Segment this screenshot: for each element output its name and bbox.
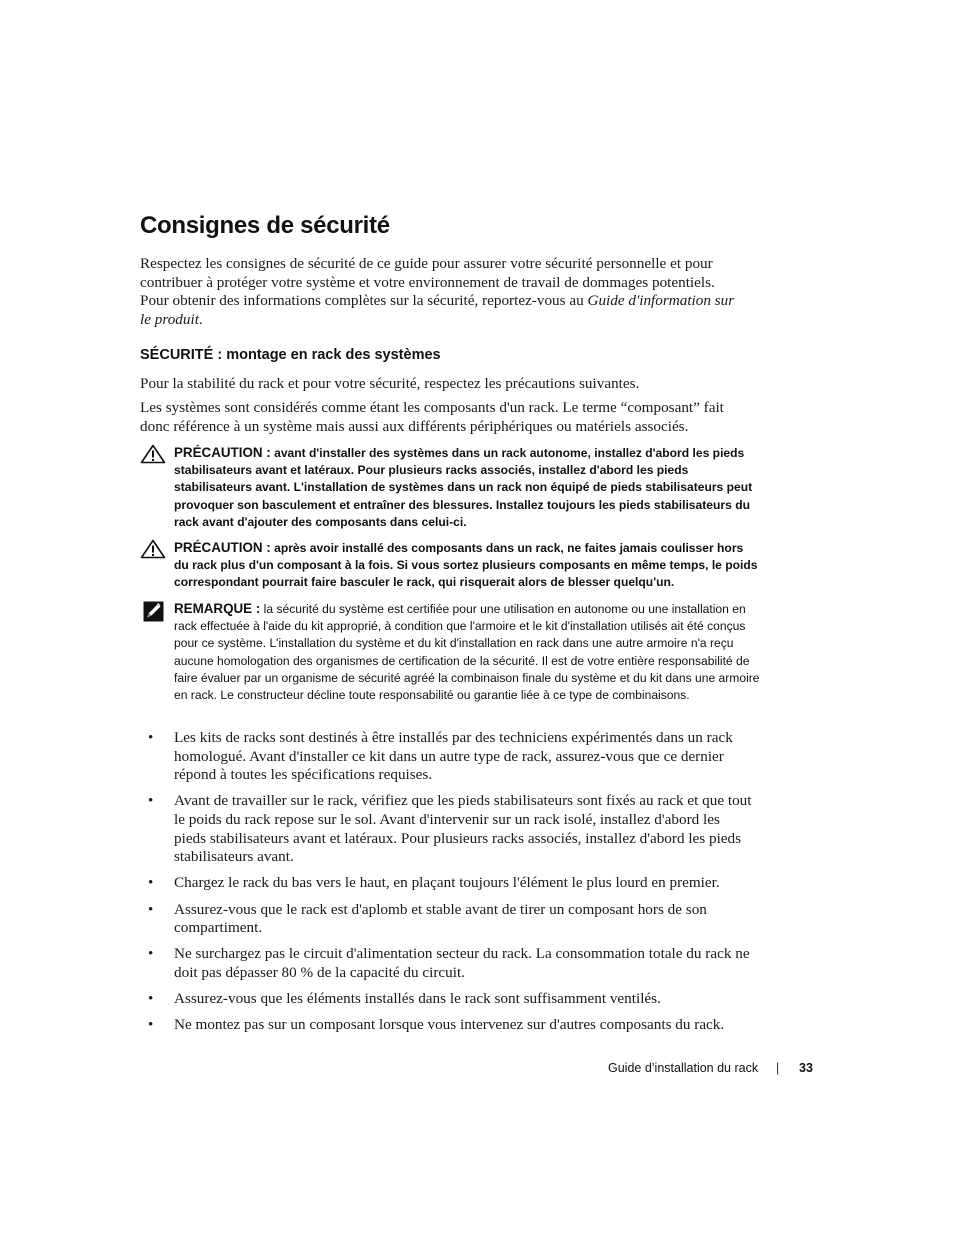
bullet-glyph: •: [148, 792, 154, 810]
list-item-text: Ne montez pas sur un composant lorsque vous intervenez sur d'autres composants du rack.: [174, 1016, 725, 1034]
product-guide-reference: Guide d'information sur le produit: [140, 292, 735, 328]
bullet-glyph: •: [148, 1016, 154, 1034]
bullet-glyph: •: [148, 874, 154, 892]
intro-paragraph: [140, 255, 740, 329]
caution-text-2: [174, 539, 760, 592]
caution-notice-2: [140, 539, 760, 592]
list-item-text: Avant de travailler sur le rack, vérifiez que les pieds stabilisateurs sont fixés au rack et que tout le poids du rack repose sur le sol. Avant d'intervenir sur un rack isolé, installez d'abord les pieds stabilisateurs avant et latéraux. Pour plusieurs racks associés, installez d'abord les pieds stabilisateurs avant.: [174, 792, 752, 866]
page-title: Consignes de sécurité: [140, 212, 390, 239]
list-item: [140, 792, 752, 866]
list-item: [140, 901, 752, 938]
bullet-glyph: •: [148, 990, 154, 1008]
bullet-glyph: •: [148, 945, 154, 963]
list-item: [140, 874, 752, 893]
caution-text-1: [174, 444, 760, 531]
bullet-glyph: •: [148, 729, 154, 746]
list-item: [140, 945, 752, 982]
caution-label: PRÉCAUTION :: [174, 445, 271, 460]
note-text: [174, 600, 760, 704]
list-item: [140, 729, 752, 785]
note-notice: [140, 600, 760, 704]
list-item-text: Assurez-vous que le rack est d'aplomb et stable avant de tirer un composant hors de son compartiment.: [174, 900, 707, 937]
warning-triangle-icon: [140, 444, 166, 464]
caution-notice-1: [140, 444, 760, 531]
list-item: [140, 1016, 752, 1035]
list-item-text: Assurez-vous que les éléments installés dans le rack sont suffisamment ventilés.: [174, 990, 661, 1008]
bullet-glyph: •: [148, 900, 154, 918]
intro-text: Respectez les consignes de sécurité de ce guide pour assurer votre sécurité personnelle et pour contribuer à protéger votre système et votre environnement de travail de dommages potentiels. Pour obtenir des informations complètes sur la sécurité, reportez-vous au: [140, 255, 715, 310]
warning-triangle-icon: [140, 539, 166, 559]
section-heading: SÉCURITÉ : montage en rack des systèmes: [140, 347, 441, 363]
list-item-text: Chargez le rack du bas vers le haut, en plaçant toujours l'élément le plus lourd en premier.: [174, 874, 720, 892]
note-body: la sécurité du système est certifiée pour une utilisation en autonome ou une installation en rack effectuée à l'aide du kit approprié, à condition que l'armoire et le kit d'installation utilisés ait été conçus pour ce système. L'installation du système et du kit d'installation en rack dans une autre armoire n'a reçu aucune homologation des organismes de certification de la sécurité. Il est de votre entière responsabilité de faire évaluer par un organisme de sécurité agréé la combinaison finale du système et du kit dans une armoire en rack. Le constructeur décline toute responsabilité ou garantie liée à ce type de combinaisons.: [174, 602, 760, 703]
section-paragraph-1: Pour la stabilité du rack et pour votre sécurité, respectez les précautions suivantes.: [140, 375, 640, 392]
footer-separator: |: [776, 1061, 780, 1075]
list-item-text: Les kits de racks sont destinés à être installés par des techniciens expérimentés dans un rack homologué. Avant d'installer ce kit dans un autre type de rack, assurez-vous que ce dernier répond à toutes les spécifications requises.: [174, 729, 733, 784]
section-paragraph-2: Les systèmes sont considérés comme étant les composants d'un rack. Le terme “composant” fait donc référence à un système mais aussi aux différents périphériques ou matériels associés.: [140, 399, 724, 435]
footer-guide-title: Guide d’installation du rack: [608, 1061, 759, 1075]
list-item: [140, 990, 752, 1009]
caution-body: après avoir installé des composants dans un rack, ne faites jamais coulisser hors du rack plus d'un composant à la fois. Si vous sortez plusieurs composants en même temps, le poids correspondant pourrait faire basculer le rack, qui risquerait alors de blesser quelqu'un.: [174, 541, 758, 590]
pencil-note-icon: [143, 601, 167, 623]
safety-bullet-list: [140, 729, 752, 1042]
caution-label: PRÉCAUTION :: [174, 540, 271, 555]
caution-body: avant d'installer des systèmes dans un rack autonome, installez d'abord les pieds stabilisateurs avant et latéraux. Pour plusieurs racks associés, installez d'abord les pieds stabilisateurs avant. L'installation de systèmes dans un rack non équipé de pieds stabilisateurs peut provoquer son basculement et entraîner des blessures. Installez toujours les pieds stabilisateurs du rack avant d'ajouter des composants dans celui-ci.: [174, 446, 753, 529]
intro-end: .: [198, 310, 203, 328]
list-item-text: Ne surchargez pas le circuit d'alimentation secteur du rack. La consommation totale du rack ne doit pas dépasser 80 % de la capacité du circuit.: [174, 945, 750, 981]
note-label: REMARQUE :: [174, 601, 261, 616]
page-number: 33: [799, 1061, 813, 1075]
